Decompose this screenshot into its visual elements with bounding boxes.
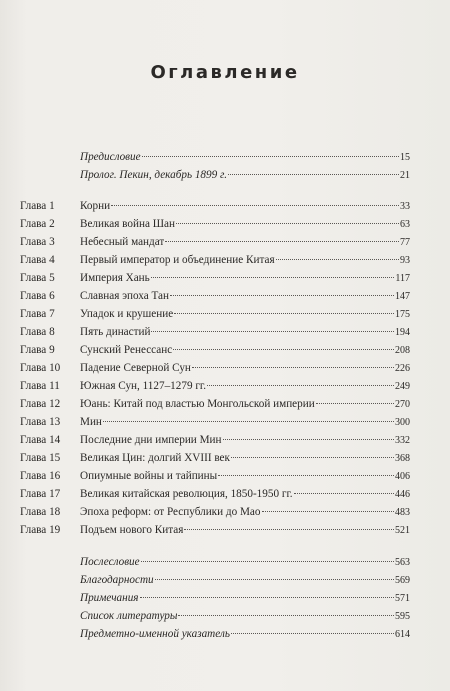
toc-entry-foreword: [0, 148, 450, 166]
toc-entry-page: 446: [395, 489, 410, 500]
dot-leader: [151, 277, 395, 278]
toc-entry-bibliography: [0, 607, 450, 625]
dot-leader: [151, 331, 394, 332]
toc-entry-acknowledgements: [0, 571, 450, 589]
toc-entry-page: 117: [395, 273, 410, 284]
toc-chapter-row: [0, 323, 450, 341]
toc-chapter-row: [0, 413, 450, 431]
chapter-number: Глава 18: [20, 506, 61, 518]
dot-leader: [218, 475, 394, 476]
toc-entry-title: Падение Северной Сун: [80, 362, 191, 374]
chapter-number: Глава 10: [20, 362, 61, 374]
dot-leader: [170, 295, 394, 296]
toc-entry-page: 332: [395, 435, 410, 446]
dot-leader: [176, 223, 399, 224]
dot-leader: [141, 561, 394, 562]
toc-chapter-row: [0, 305, 450, 323]
toc-chapter-row: [0, 431, 450, 449]
dot-leader: [178, 615, 394, 616]
toc-entry-page: 175: [395, 309, 410, 320]
toc-entry-title: Корни: [80, 200, 111, 212]
dot-leader: [316, 403, 394, 404]
chapter-number: Глава 9: [20, 344, 55, 356]
toc-entry-page: 614: [395, 629, 410, 640]
dot-leader: [165, 241, 399, 242]
chapter-number: Глава 5: [20, 272, 55, 284]
dot-leader: [262, 511, 395, 512]
toc-chapter-row: [0, 341, 450, 359]
toc-entry-page: 300: [395, 417, 410, 428]
toc-entry-title: Мин: [80, 416, 102, 428]
toc-entry-title: Небесный мандат: [80, 236, 165, 248]
dot-leader: [103, 421, 394, 422]
dot-leader: [276, 259, 399, 260]
chapter-number: Глава 15: [20, 452, 61, 464]
chapter-number: Глава 17: [20, 488, 61, 500]
toc-chapter-row: [0, 377, 450, 395]
toc-entry-title: Первый император и объединение Китая: [80, 254, 275, 266]
chapter-number: Глава 12: [20, 398, 61, 410]
toc-entry-page: 270: [395, 399, 410, 410]
toc-chapter-row: [0, 449, 450, 467]
dot-leader: [140, 597, 395, 598]
dot-leader: [184, 529, 394, 530]
dot-leader: [111, 205, 399, 206]
chapter-number: Глава 2: [20, 218, 55, 230]
toc-entry-title: Империя Хань: [80, 272, 150, 284]
toc-entry-title: Южная Сун, 1127–1279 гг.: [80, 380, 207, 392]
toc-chapter-row: [0, 197, 450, 215]
toc-entry-title: Последние дни империи Мин: [80, 434, 222, 446]
toc-entry-title: Великая китайская революция, 1850-1950 гг.: [80, 488, 293, 500]
toc-chapter-row: [0, 395, 450, 413]
toc-chapter-row: [0, 521, 450, 539]
toc-entry-title: Эпоха реформ: от Республики до Мао: [80, 506, 261, 518]
chapter-number: Глава 14: [20, 434, 61, 446]
toc-chapter-row: [0, 269, 450, 287]
dot-leader: [155, 579, 394, 580]
dot-leader: [173, 349, 394, 350]
toc-chapter-row: [0, 287, 450, 305]
dot-leader: [192, 367, 394, 368]
dot-leader: [142, 156, 399, 157]
toc-chapter-row: [0, 215, 450, 233]
toc-entry-page: 406: [395, 471, 410, 482]
toc-entry-title: Благодарности: [80, 574, 154, 586]
toc-entry-page: 77: [400, 237, 410, 248]
dot-leader: [231, 633, 394, 634]
toc-entry-page: 63: [400, 219, 410, 230]
chapter-number: Глава 11: [20, 380, 60, 392]
toc-chapter-row: [0, 503, 450, 521]
toc-entry-page: 93: [400, 255, 410, 266]
chapter-number: Глава 1: [20, 200, 55, 212]
toc-entry-page: 226: [395, 363, 410, 374]
toc-entry-title: Великая Цин: долгий XVIII век: [80, 452, 230, 464]
chapter-number: Глава 16: [20, 470, 61, 482]
toc-entry-page: 595: [395, 611, 410, 622]
toc-entry-page: 563: [395, 557, 410, 568]
toc-entry-page: 208: [395, 345, 410, 356]
toc-entry-title: Предисловие: [80, 151, 141, 163]
toc-entry-title: Великая война Шан: [80, 218, 175, 230]
toc-chapter-row: [0, 485, 450, 503]
dot-leader: [207, 385, 394, 386]
chapter-number: Глава 13: [20, 416, 61, 428]
toc-chapter-row: [0, 359, 450, 377]
chapter-number: Глава 6: [20, 290, 55, 302]
dot-leader: [294, 493, 394, 494]
toc-entry-title: Юань: Китай под властью Монгольской империи: [80, 398, 315, 410]
toc-entry-title: Упадок и крушение: [80, 308, 174, 320]
chapter-number: Глава 7: [20, 308, 55, 320]
toc-entry-title: Послесловие: [80, 556, 140, 568]
chapter-number: Глава 19: [20, 524, 61, 536]
dot-leader: [174, 313, 394, 314]
toc-entry-title: Пять династий: [80, 326, 151, 338]
toc-entry-afterword: [0, 553, 450, 571]
toc-chapter-row: [0, 233, 450, 251]
toc-entry-index: [0, 625, 450, 643]
toc-entry-title: Опиумные войны и тайпины: [80, 470, 218, 482]
chapter-number: Глава 3: [20, 236, 55, 248]
toc-entry-page: 368: [395, 453, 410, 464]
page-title: Оглавление: [150, 62, 300, 83]
toc-entry-title: Предметно-именной указатель: [80, 628, 230, 640]
toc-entry-page: 15: [400, 152, 410, 163]
toc-entry-page: 249: [395, 381, 410, 392]
toc-chapter-row: [0, 251, 450, 269]
toc-entry-page: 483: [395, 507, 410, 518]
toc-entry-title: Примечания: [80, 592, 139, 604]
toc-entry-page: 194: [395, 327, 410, 338]
chapter-number: Глава 8: [20, 326, 55, 338]
toc-entry-page: 571: [395, 593, 410, 604]
toc-entry-page: 569: [395, 575, 410, 586]
dot-leader: [231, 457, 394, 458]
toc-entry-notes: [0, 589, 450, 607]
toc-entry-title: Пролог. Пекин, декабрь 1899 г.: [80, 169, 228, 181]
toc-entry-prologue: [0, 166, 450, 184]
toc-entry-title: Подъем нового Китая: [80, 524, 184, 536]
toc-entry-title: Сунский Ренессанс: [80, 344, 173, 356]
dot-leader: [223, 439, 394, 440]
toc-entry-page: 21: [400, 170, 410, 181]
toc-entry-title: Славная эпоха Тан: [80, 290, 170, 302]
chapter-number: Глава 4: [20, 254, 55, 266]
toc-entry-page: 33: [400, 201, 410, 212]
toc-chapter-row: [0, 467, 450, 485]
toc-entry-page: 521: [395, 525, 410, 536]
toc-entry-title: Список литературы: [80, 610, 178, 622]
dot-leader: [228, 174, 399, 175]
toc-entry-page: 147: [395, 291, 410, 302]
